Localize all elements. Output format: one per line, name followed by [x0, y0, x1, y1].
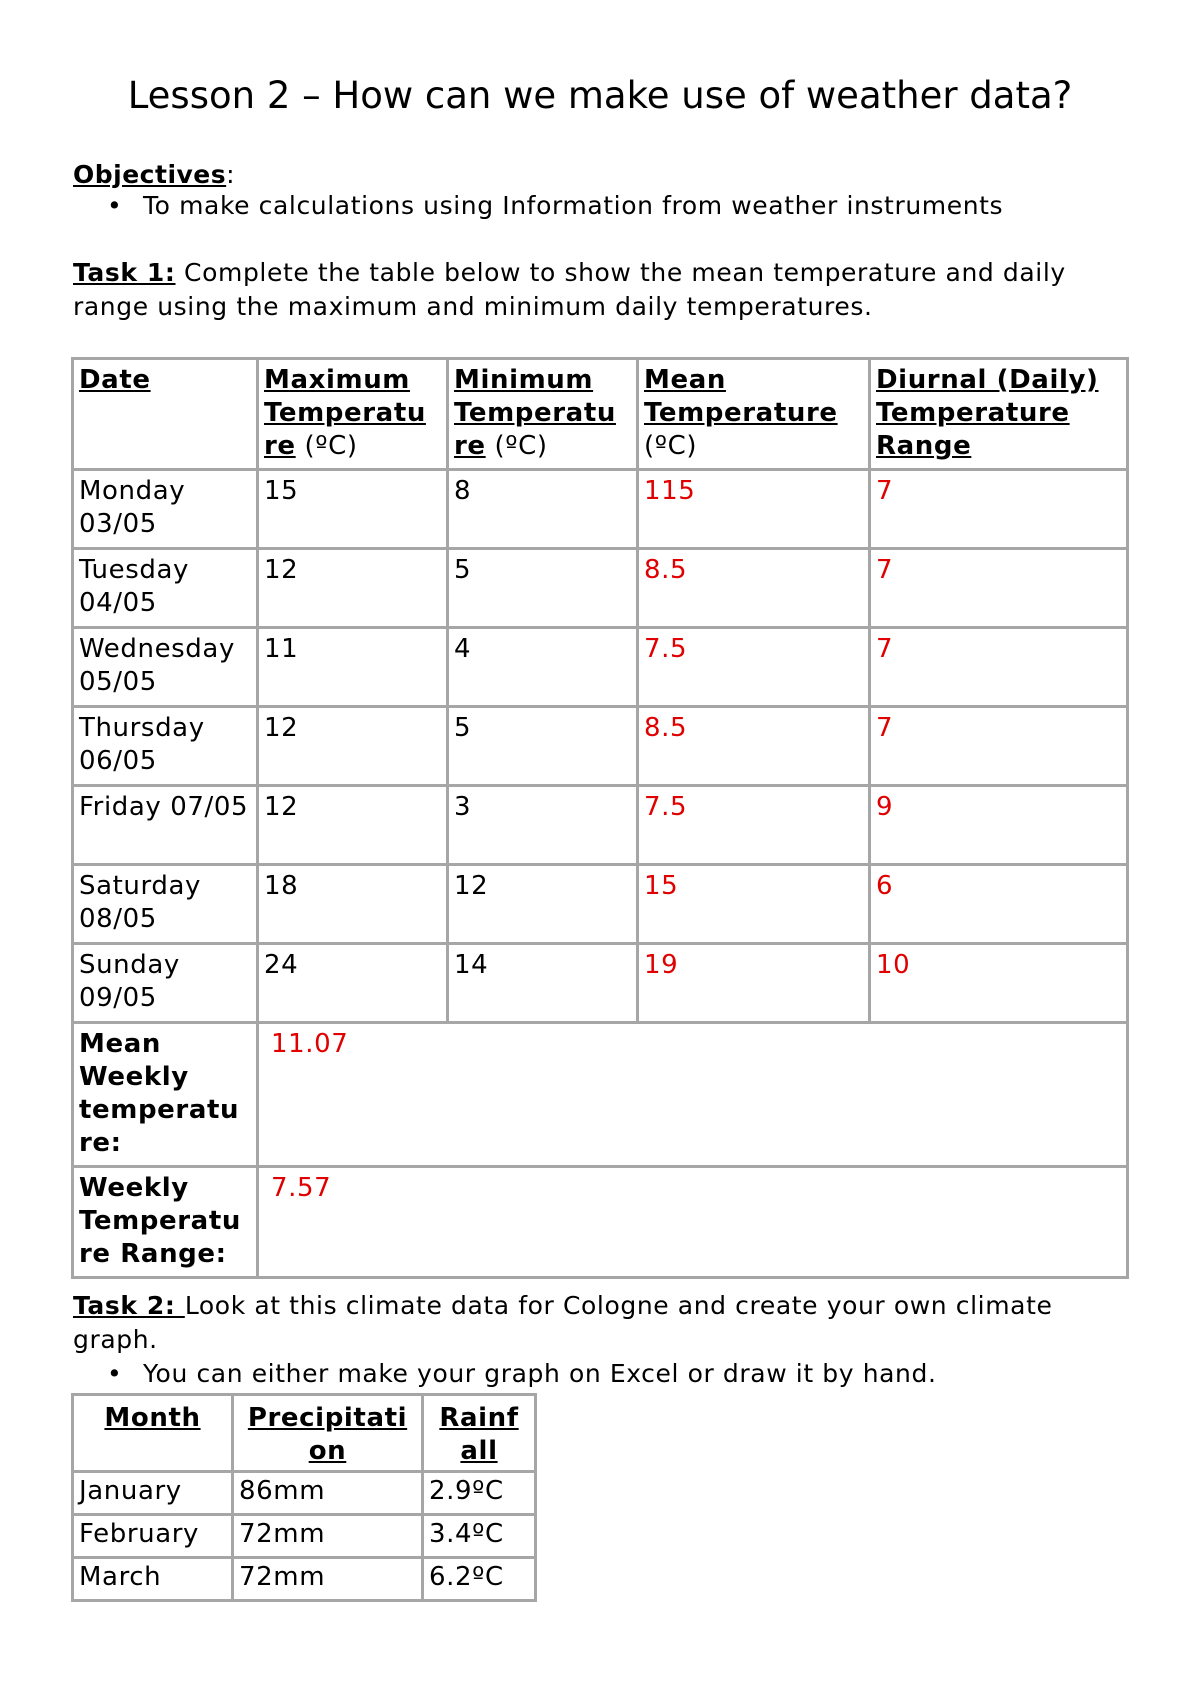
header-rainfall: Rainf all: [423, 1395, 536, 1472]
cell-precipitation: 72mm: [233, 1515, 423, 1558]
weekly-range-row: [73, 1167, 1128, 1278]
climate-table: [71, 1393, 537, 1602]
bullet-icon: •: [107, 1359, 123, 1388]
cell-month: March: [73, 1558, 233, 1601]
task2-label: Task 2:: [73, 1291, 185, 1320]
cell-mean-answer: 8.5: [638, 707, 870, 786]
weekly-range-label: Weekly Temperatu re Range:: [73, 1167, 258, 1278]
cell-date: Sunday 09/05: [73, 944, 258, 1023]
cell-range-answer: 7: [870, 707, 1128, 786]
weekly-mean-label: Mean Weekly temperatu re:: [73, 1023, 258, 1167]
header-max-temp: Maximum Temperatu re (ºC): [258, 359, 448, 470]
cell-rainfall: 2.9ºC: [423, 1472, 536, 1515]
cell-min: 5: [448, 549, 638, 628]
header-precipitation: Precipitati on: [233, 1395, 423, 1472]
cell-mean-answer: 8.5: [638, 549, 870, 628]
objectives-colon: :: [226, 160, 236, 189]
cell-month: January: [73, 1472, 233, 1515]
cell-precipitation: 72mm: [233, 1558, 423, 1601]
cell-max: 12: [258, 786, 448, 865]
page-title: Lesson 2 – How can we make use of weather data?: [127, 74, 1073, 117]
cell-max: 24: [258, 944, 448, 1023]
cell-month: February: [73, 1515, 233, 1558]
task1-instructions: [73, 256, 1133, 324]
cell-range-answer: 7: [870, 470, 1128, 549]
cell-date: Wednesday 05/05: [73, 628, 258, 707]
cell-min: 3: [448, 786, 638, 865]
task2-text: Look at this climate data for Cologne and create your own climate graph.: [73, 1291, 1053, 1354]
climate-table-header-row: [73, 1395, 536, 1472]
cell-date: Monday 03/05: [73, 470, 258, 549]
task2-instructions: [73, 1289, 1133, 1357]
cell-rainfall: 3.4ºC: [423, 1515, 536, 1558]
table-row: [73, 470, 1128, 549]
weekly-range-answer: 7.57: [258, 1167, 1128, 1278]
cell-mean-answer: 115: [638, 470, 870, 549]
cell-date: Thursday 06/05: [73, 707, 258, 786]
cell-mean-answer: 7.5: [638, 628, 870, 707]
cell-mean-answer: 19: [638, 944, 870, 1023]
cell-min: 5: [448, 707, 638, 786]
objective-bullet-text: To make calculations using Information from weather instruments: [143, 191, 1004, 220]
table-row: [73, 865, 1128, 944]
cell-range-answer: 10: [870, 944, 1128, 1023]
cell-precipitation: 86mm: [233, 1472, 423, 1515]
table-row: [73, 786, 1128, 865]
table-row: [73, 1558, 536, 1601]
cell-mean-answer: 7.5: [638, 786, 870, 865]
cell-range-answer: 6: [870, 865, 1128, 944]
cell-min: 8: [448, 470, 638, 549]
table-row: [73, 707, 1128, 786]
objectives-heading: Objectives: [73, 160, 227, 189]
cell-range-answer: 9: [870, 786, 1128, 865]
table-row: [73, 549, 1128, 628]
objectives-heading-line: [73, 158, 235, 191]
cell-date: Saturday 08/05: [73, 865, 258, 944]
bullet-icon: •: [107, 191, 123, 220]
cell-range-answer: 7: [870, 628, 1128, 707]
header-daily-range: Diurnal (Daily) Temperature Range: [870, 359, 1128, 470]
cell-rainfall: 6.2ºC: [423, 1558, 536, 1601]
task1-label: Task 1:: [73, 258, 176, 287]
cell-range-answer: 7: [870, 549, 1128, 628]
cell-min: 12: [448, 865, 638, 944]
table-row: [73, 944, 1128, 1023]
cell-date: Friday 07/05: [73, 786, 258, 865]
table-row: [73, 1472, 536, 1515]
cell-min: 4: [448, 628, 638, 707]
table-row: [73, 628, 1128, 707]
header-min-temp: Minimum Temperatu re (ºC): [448, 359, 638, 470]
cell-max: 12: [258, 549, 448, 628]
weekly-mean-answer: 11.07: [258, 1023, 1128, 1167]
cell-max: 18: [258, 865, 448, 944]
temperature-table: [71, 357, 1129, 1279]
cell-max: 12: [258, 707, 448, 786]
header-date: Date: [73, 359, 258, 470]
cell-max: 15: [258, 470, 448, 549]
table-row: [73, 1515, 536, 1558]
task1-text: Complete the table below to show the mean temperature and daily range using the maximum and minimum daily temperatures.: [73, 258, 1066, 321]
weekly-mean-row: [73, 1023, 1128, 1167]
cell-date: Tuesday 04/05: [73, 549, 258, 628]
cell-mean-answer: 15: [638, 865, 870, 944]
header-month: Month: [73, 1395, 233, 1472]
temperature-table-header-row: [73, 359, 1128, 470]
cell-max: 11: [258, 628, 448, 707]
cell-min: 14: [448, 944, 638, 1023]
task2-bullet-text: You can either make your graph on Excel or draw it by hand.: [143, 1359, 937, 1388]
header-mean-temp: Mean Temperature (ºC): [638, 359, 870, 470]
